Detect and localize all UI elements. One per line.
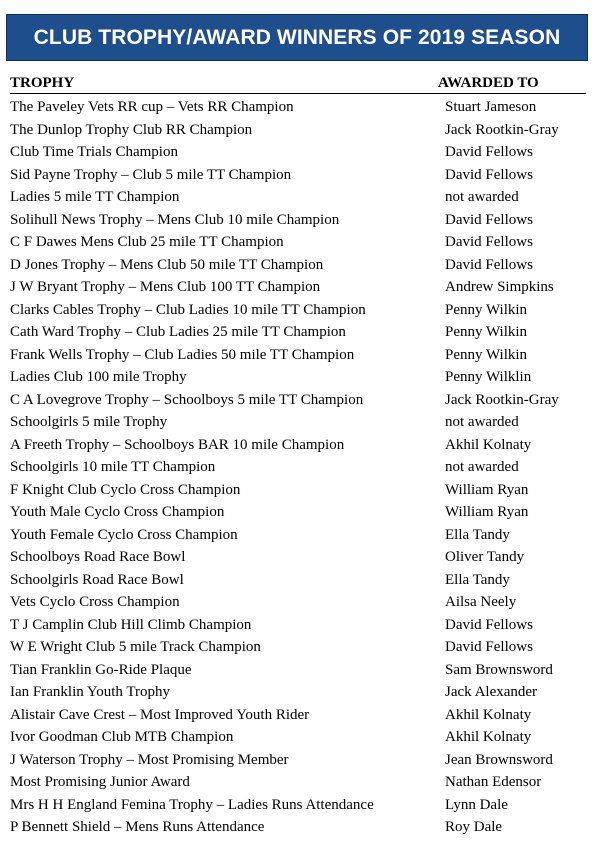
trophy-name: W E Wright Club 5 mile Track Champion	[10, 639, 261, 655]
awards-table	[10, 96, 590, 839]
table-row	[10, 209, 590, 232]
table-row	[10, 479, 590, 502]
trophy-name: P Bennett Shield – Mens Runs Attendance	[10, 819, 265, 835]
trophy-name: J Waterson Trophy – Most Promising Member	[10, 751, 289, 768]
table-row	[10, 141, 590, 164]
award-winner: David Fellows	[445, 234, 533, 250]
award-winner: Akhil Kolnaty	[445, 436, 532, 453]
table-row	[10, 434, 590, 457]
awarded-to-column-header: AWARDED TO	[438, 75, 539, 91]
award-winner: Jack Rootkin-Gray	[445, 391, 559, 408]
table-row	[10, 96, 590, 119]
award-winner: Ella Tandy	[445, 526, 510, 543]
award-winner: Penny Wilklin	[445, 369, 532, 385]
award-winner: David Fellows	[445, 639, 533, 655]
award-winner: David Fellows	[445, 144, 533, 160]
trophy-name: Ladies 5 mile TT Champion	[10, 189, 180, 205]
trophy-name: F Knight Club Cyclo Cross Champion	[10, 481, 241, 498]
award-winner: David Fellows	[445, 616, 533, 633]
trophy-name: Vets Cyclo Cross Champion	[10, 594, 180, 610]
trophy-name: Club Time Trials Champion	[10, 144, 178, 160]
table-row	[10, 389, 590, 412]
table-row	[10, 569, 590, 592]
table-row	[10, 794, 590, 817]
award-winner: Jack Rootkin-Gray	[445, 121, 559, 138]
table-header	[10, 74, 586, 94]
table-row	[10, 704, 590, 727]
trophy-name: Tian Franklin Go-Ride Plaque	[10, 661, 192, 678]
table-row	[10, 681, 590, 704]
award-winner: Roy Dale	[445, 819, 503, 835]
trophy-name: Ladies Club 100 mile Trophy	[10, 369, 187, 385]
award-winner: Andrew Simpkins	[445, 279, 554, 295]
trophy-name: D Jones Trophy – Mens Club 50 mile TT Champion	[10, 256, 324, 273]
table-row	[10, 524, 590, 547]
award-winner: Penny Wilkin	[445, 324, 528, 340]
trophy-column-header: TROPHY	[10, 75, 75, 91]
award-winner: Jack Alexander	[445, 684, 538, 700]
trophy-name: Solihull News Trophy – Mens Club 10 mile Champion	[10, 211, 340, 228]
table-row	[10, 254, 590, 277]
trophy-name: Alistair Cave Crest – Most Improved Youth Rider	[10, 706, 310, 723]
trophy-name: Schoolboys Road Race Bowl	[10, 549, 186, 565]
trophy-name: Frank Wells Trophy – Club Ladies 50 mile TT Champion	[10, 346, 355, 363]
table-row	[10, 366, 590, 389]
award-winner: William Ryan	[445, 481, 529, 498]
table-row	[10, 501, 590, 524]
trophy-name: T J Camplin Club Hill Climb Champion	[10, 616, 252, 633]
page-title: CLUB TROPHY/AWARD WINNERS OF 2019 SEASON	[33, 25, 561, 49]
award-winner: David Fellows	[445, 166, 533, 183]
award-winner: Penny Wilkin	[445, 346, 528, 363]
award-winner: not awarded	[445, 189, 519, 205]
table-row	[10, 276, 590, 299]
trophy-name: C F Dawes Mens Club 25 mile TT Champion	[10, 234, 284, 250]
trophy-name: Mrs H H England Femina Trophy – Ladies Runs Attendance	[10, 796, 374, 813]
award-winner: David Fellows	[445, 256, 533, 273]
table-row	[10, 614, 590, 637]
award-winner: Penny Wilkin	[445, 301, 528, 318]
award-winner: Jean Brownsword	[445, 751, 553, 768]
award-winner: Ella Tandy	[445, 571, 510, 588]
table-row	[10, 726, 590, 749]
trophy-name: The Paveley Vets RR cup – Vets RR Champion	[10, 99, 294, 115]
trophy-name: Schoolgirls 10 mile TT Champion	[10, 459, 216, 475]
table-row	[10, 299, 590, 322]
award-winner: Ailsa Neely	[445, 594, 517, 610]
table-row	[10, 636, 590, 659]
award-winner: Akhil Kolnaty	[445, 729, 532, 745]
table-row	[10, 749, 590, 772]
award-winner: David Fellows	[445, 211, 533, 228]
table-row	[10, 164, 590, 187]
table-row	[10, 411, 590, 434]
table-row	[10, 816, 590, 839]
trophy-name: Cath Ward Trophy – Club Ladies 25 mile TT Champion	[10, 324, 346, 340]
trophy-name: J W Bryant Trophy – Mens Club 100 TT Champion	[10, 279, 321, 295]
award-winner: William Ryan	[445, 504, 529, 520]
trophy-name: Youth Female Cyclo Cross Champion	[10, 526, 238, 543]
table-row	[10, 119, 590, 142]
award-winner: not awarded	[445, 414, 519, 430]
trophy-name: Clarks Cables Trophy – Club Ladies 10 mile TT Champion	[10, 301, 366, 318]
trophy-name: Ivor Goodman Club MTB Champion	[10, 729, 234, 745]
table-row	[10, 546, 590, 569]
trophy-name: A Freeth Trophy – Schoolboys BAR 10 mile Champion	[10, 436, 345, 453]
table-row	[10, 186, 590, 209]
title-banner	[6, 14, 588, 61]
trophy-name: Schoolgirls 5 mile Trophy	[10, 414, 168, 430]
table-row	[10, 344, 590, 367]
table-row	[10, 659, 590, 682]
trophy-name: Youth Male Cyclo Cross Champion	[10, 504, 225, 520]
trophy-name: Ian Franklin Youth Trophy	[10, 684, 171, 700]
trophy-name: C A Lovegrove Trophy – Schoolboys 5 mile TT Champion	[10, 391, 364, 408]
award-winner: Lynn Dale	[445, 796, 508, 813]
award-winner: Nathan Edensor	[445, 774, 542, 790]
trophy-name: Most Promising Junior Award	[10, 774, 190, 790]
award-winner: Sam Brownsword	[445, 661, 553, 678]
table-row	[10, 591, 590, 614]
table-row	[10, 456, 590, 479]
table-row	[10, 771, 590, 794]
table-row	[10, 321, 590, 344]
award-winner: Stuart Jameson	[445, 99, 537, 115]
table-row	[10, 231, 590, 254]
trophy-name: The Dunlop Trophy Club RR Champion	[10, 121, 253, 138]
trophy-name: Schoolgirls Road Race Bowl	[10, 571, 184, 588]
award-winner: Oliver Tandy	[445, 549, 525, 565]
award-winner: not awarded	[445, 459, 519, 475]
award-winner: Akhil Kolnaty	[445, 706, 532, 723]
trophy-name: Sid Payne Trophy – Club 5 mile TT Champion	[10, 166, 292, 183]
